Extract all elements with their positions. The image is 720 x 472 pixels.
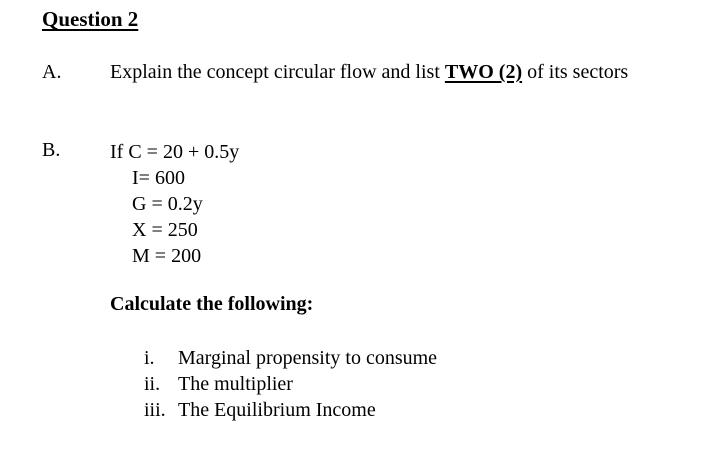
- task-number: ii.: [144, 373, 161, 395]
- part-a-emphasis: TWO (2): [444, 61, 523, 83]
- part-a-letter: A.: [42, 61, 62, 83]
- task-text: Marginal propensity to consume: [178, 347, 438, 369]
- given-government: G = 0.2y: [132, 193, 203, 215]
- task-list: [144, 345, 437, 423]
- task-number: i.: [144, 347, 155, 369]
- list-item: [144, 371, 437, 397]
- question-title: Question 2: [42, 7, 139, 31]
- part-a-text: [110, 61, 628, 84]
- part-b-letter: B.: [42, 139, 61, 161]
- list-item: [144, 397, 437, 423]
- part-a-text-before: Explain the concept circular flow and list: [110, 61, 445, 83]
- given-equations: [110, 139, 239, 269]
- task-text: The Equilibrium Income: [178, 399, 376, 421]
- task-text: The multiplier: [178, 373, 293, 395]
- given-imports: M = 200: [132, 245, 202, 267]
- given-consumption: If C = 20 + 0.5y: [110, 141, 240, 163]
- given-exports: X = 250: [132, 219, 198, 241]
- task-number: iii.: [144, 399, 166, 421]
- given-investment: I= 600: [132, 167, 185, 189]
- calculate-heading: Calculate the following:: [110, 293, 314, 315]
- list-item: [144, 345, 437, 371]
- part-a-text-after: of its sectors: [522, 61, 629, 83]
